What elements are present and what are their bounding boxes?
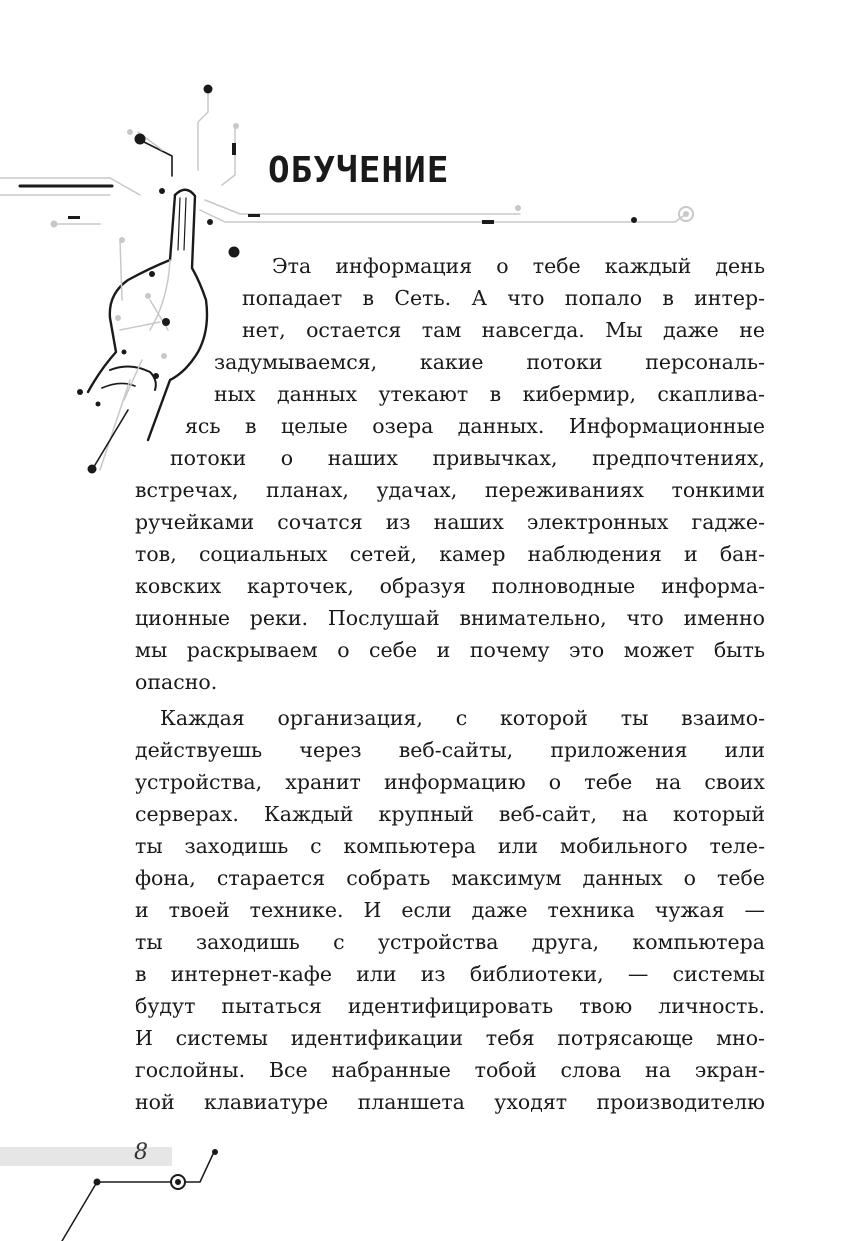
text-line: мы раскрываем о себе и почему это может быть [135, 638, 765, 662]
text-line: фона, старается собрать максимум данных о тебе [135, 866, 765, 890]
text-line: потоки о наших привычках, предпочтениях, [170, 446, 765, 470]
text-line: ручейками сочатся из наших электронных гадже- [135, 510, 765, 534]
text-line: в интернет-кафе или из библиотеки, — системы [135, 962, 765, 986]
text-line: И системы идентификации тебя потрясающе мно- [135, 1026, 765, 1050]
text-line: ной клавиатуре планшета уходят производителю [135, 1090, 765, 1114]
text-line: ты заходишь с компьютера или мобильного теле- [135, 834, 765, 858]
text-line: ясь в целые озера данных. Информационные [185, 414, 765, 438]
text-line: серверах. Каждый крупный веб-сайт, на который [135, 802, 765, 826]
text-line: тов, социальных сетей, камер наблюдения и бан- [135, 542, 765, 566]
text-line: ционные реки. Послушай внимательно, что именно [135, 606, 765, 630]
text-line: нет, остается там навсегда. Мы даже не [242, 318, 765, 342]
text-line: Эта информация о тебе каждый день [272, 254, 765, 278]
text-line: действуешь через веб-сайты, приложения или [135, 738, 765, 762]
page-number: 8 [134, 1140, 148, 1165]
text-line: ных данных утекают в кибермир, скаплива- [214, 382, 765, 406]
text-line: будут пытаться идентифицировать твою личность. [135, 994, 765, 1018]
text-line: ковских карточек, образуя полноводные информа- [135, 574, 765, 598]
text-line: и твоей технике. И если даже техника чужая — [135, 898, 765, 922]
text-line: встречах, планах, удачах, переживаниях тонкими [135, 478, 765, 502]
chapter-title: ОБУЧЕНИЕ [268, 150, 450, 191]
text-line: Каждая организация, с которой ты взаимо- [160, 706, 765, 730]
text-line: устройства, хранит информацию о тебе на своих [135, 770, 765, 794]
text-line: задумываемся, какие потоки персональ- [214, 350, 765, 374]
text-line: гослойны. Все набранные тобой слова на экран- [135, 1058, 765, 1082]
text-line: опасно. [135, 670, 218, 694]
text-line: ты заходишь с устройства друга, компьютера [135, 930, 765, 954]
text-line: попадает в Сеть. А что попало в интер- [242, 286, 765, 310]
